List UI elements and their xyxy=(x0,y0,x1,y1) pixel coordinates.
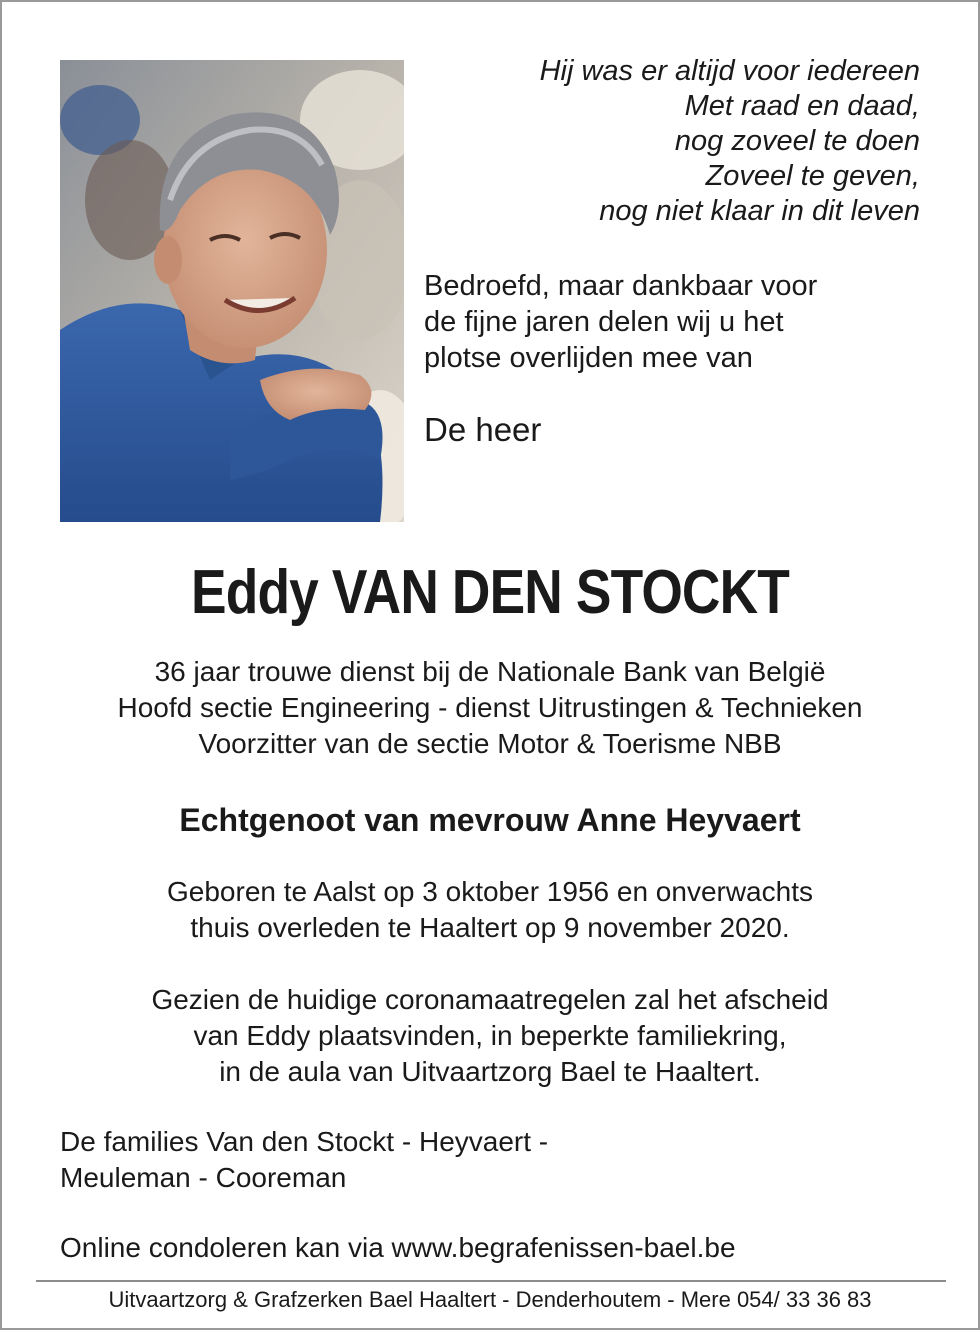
birth-death-line: thuis overleden te Haaltert op 9 november 2020. xyxy=(190,912,790,943)
farewell-details xyxy=(2,982,978,1090)
poem-line: Met raad en daad, xyxy=(684,90,920,122)
portrait-photo xyxy=(60,60,404,522)
birth-death-line: Geboren te Aalst op 3 oktober 1956 en onverwachts xyxy=(167,876,813,907)
farewell-line: van Eddy plaatsvinden, in beperkte familiekring, xyxy=(193,1020,787,1051)
deceased-name: Eddy VAN DEN STOCKT xyxy=(191,558,789,627)
intro-line: de fijne jaren delen wij u het xyxy=(424,306,784,338)
portrait-illustration xyxy=(60,60,404,522)
career-line: Hoofd sectie Engineering - dienst Uitrustingen & Technieken xyxy=(117,692,863,723)
announcement-intro xyxy=(424,268,924,376)
title-prefix: De heer xyxy=(424,411,542,448)
online-condolence-text: Online condoleren kan via www.begrafenissen-bael.be xyxy=(60,1232,736,1263)
families-line: De families Van den Stockt - Heyvaert - xyxy=(60,1126,549,1157)
career-line: Voorzitter van de sectie Motor & Toerisme NBB xyxy=(198,728,782,759)
families-line: Meuleman - Cooreman xyxy=(60,1162,347,1193)
birth-death-details xyxy=(2,874,978,946)
poem-line: Zoveel te geven, xyxy=(705,160,920,192)
intro-line: plotse overlijden mee van xyxy=(424,342,753,374)
families-signature xyxy=(60,1124,760,1196)
farewell-line: Gezien de huidige coronamaatregelen zal het afscheid xyxy=(151,984,829,1015)
career-details xyxy=(2,654,978,762)
spouse-line: Echtgenoot van mevrouw Anne Heyvaert xyxy=(179,802,801,838)
funeral-home-footer: Uitvaartzorg & Grafzerken Bael Haaltert - Denderhoutem - Mere 054/ 33 36 83 xyxy=(108,1287,872,1312)
footer-divider xyxy=(36,1280,946,1282)
intro-line: Bedroefd, maar dankbaar voor xyxy=(424,270,818,302)
poem-line: nog zoveel te doen xyxy=(674,125,920,157)
career-line: 36 jaar trouwe dienst bij de Nationale Bank van België xyxy=(154,656,826,687)
memorial-poem xyxy=(440,54,920,229)
farewell-line: in de aula van Uitvaartzorg Bael te Haaltert. xyxy=(219,1056,761,1087)
poem-line: Hij was er altijd voor iedereen xyxy=(539,55,920,87)
poem-line: nog niet klaar in dit leven xyxy=(599,195,920,227)
